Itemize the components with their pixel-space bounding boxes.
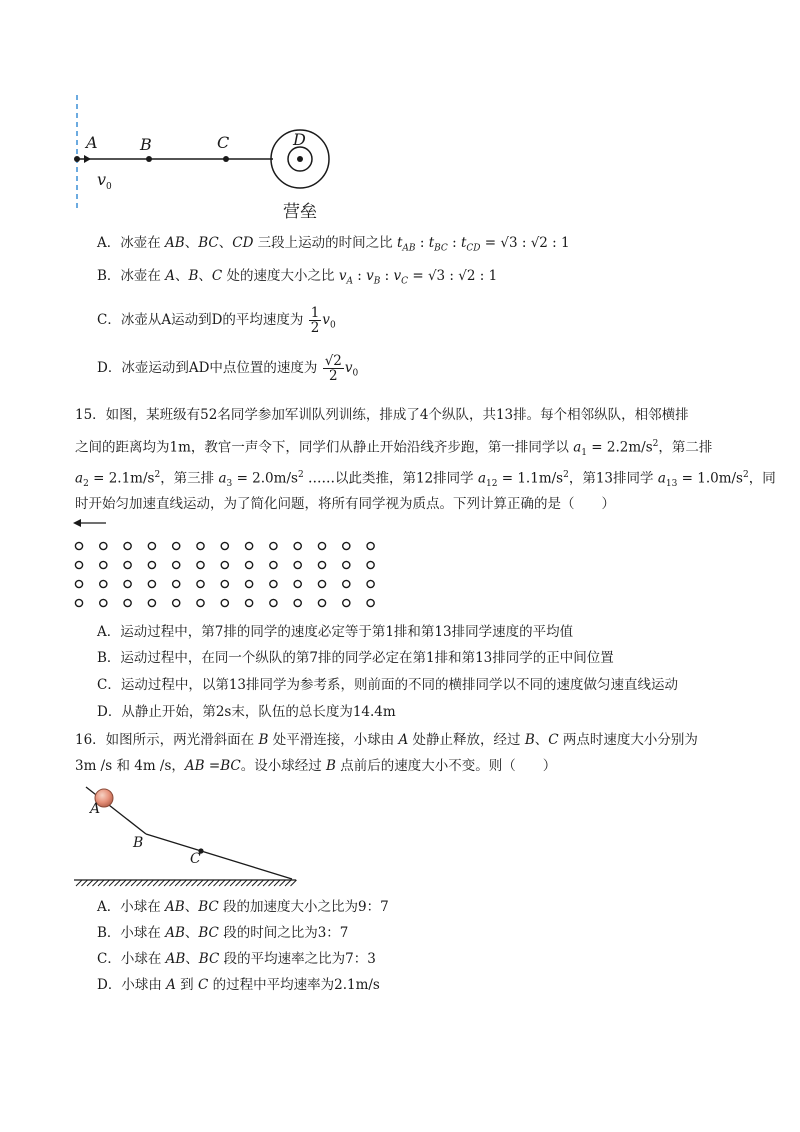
- student-dot: [124, 580, 131, 587]
- hatch-mark: [258, 880, 264, 886]
- student-dot: [75, 580, 82, 587]
- hatch-mark: [148, 880, 154, 886]
- student-dot: [100, 561, 107, 568]
- fraction-root2-over-2: $\frac{√2}{2}$: [324, 353, 342, 384]
- point-D: [297, 156, 303, 162]
- point-A: [74, 156, 80, 162]
- hatch-mark: [197, 880, 203, 886]
- hatch-mark: [192, 880, 198, 886]
- hatch-mark: [137, 880, 143, 886]
- hatch-mark: [252, 880, 258, 886]
- student-dot: [148, 580, 155, 587]
- velocity-arrow: [84, 155, 91, 163]
- student-dot: [197, 599, 204, 606]
- student-dot: [124, 561, 131, 568]
- hatch-mark: [241, 880, 247, 886]
- slope-figure: [70, 780, 310, 890]
- q16-line-1: 16．如图所示，两光滑斜面在 B 处平滑连接，小球由 A 处静止释放，经过 B、C 两点时速度大小分别为: [75, 732, 698, 748]
- point-C: [223, 156, 229, 162]
- hatch-mark: [153, 880, 159, 886]
- student-dot: [246, 599, 253, 606]
- student-dot: [294, 542, 301, 549]
- student-dot: [100, 580, 107, 587]
- student-dot: [197, 542, 204, 549]
- q15-line-1: 15．如图，某班级有52名同学参加军训队列训练，排成了4个纵队，共13排。每个相邻纵队，相邻横排: [75, 407, 689, 423]
- q14-option-B: B．冰壶在 A、B、C 处的速度大小之比 $v_A$ : $v_B$ : $v_C = √3$ : √2 : 1: [97, 268, 498, 287]
- slope-label-A: A: [90, 801, 101, 817]
- fraction-one-half: $\frac{1}{2}$: [310, 305, 320, 336]
- label-C: C: [217, 133, 230, 152]
- student-dot: [318, 561, 325, 568]
- student-dot: [343, 542, 350, 549]
- hatch-mark: [142, 880, 148, 886]
- student-dot: [221, 561, 228, 568]
- q15-option-A: A．运动过程中，第7排的同学的速度必定等于第1排和第13排同学速度的平均值: [97, 624, 574, 640]
- hatch-mark: [82, 880, 88, 886]
- hatch-mark: [115, 880, 121, 886]
- q14-option-D: D．冰壶运动到AD中点位置的速度为 $\frac{√2}{2}$ $v_0$: [97, 353, 359, 384]
- slope-label-C: C: [190, 851, 201, 867]
- hatch-mark: [76, 880, 82, 886]
- student-dot: [343, 580, 350, 587]
- student-dot: [318, 542, 325, 549]
- hatch-mark: [109, 880, 115, 886]
- student-dot: [294, 561, 301, 568]
- hatch-mark: [87, 880, 93, 886]
- student-dot: [124, 542, 131, 549]
- hatch-mark: [159, 880, 165, 886]
- hatch-mark: [225, 880, 231, 886]
- q15-option-C: C．运动过程中，以第13排同学为参考系，则前面的不同的横排同学以不同的速度做匀速直线运动: [97, 677, 679, 693]
- q16-option-A: A．小球在 AB、BC 段的加速度大小之比为9：7: [97, 899, 389, 915]
- hatch-mark: [280, 880, 286, 886]
- student-dot: [75, 542, 82, 549]
- student-dot: [343, 561, 350, 568]
- slope-BC: [146, 834, 292, 879]
- hatch-mark: [93, 880, 99, 886]
- student-dot: [270, 580, 277, 587]
- hatch-mark: [236, 880, 242, 886]
- student-dot: [221, 542, 228, 549]
- hatch-mark: [186, 880, 192, 886]
- student-dot: [197, 580, 204, 587]
- q15-line-2: 之间的距离均为1m，教官一声令下，同学们从静止开始沿线齐步跑，第一排同学以 $a_1 = 2.2m/s^2$，第二排: [75, 439, 713, 459]
- hatch-mark: [181, 880, 187, 886]
- q16-option-B: B．小球在 AB、BC 段的时间之比为3：7: [97, 925, 349, 941]
- formation-figure: [70, 512, 390, 612]
- hatch-mark: [269, 880, 275, 886]
- student-dot: [318, 599, 325, 606]
- student-dot: [75, 599, 82, 606]
- student-dot: [270, 542, 277, 549]
- student-dot: [246, 561, 253, 568]
- ground-hatch: [76, 880, 297, 886]
- student-dot: [367, 561, 374, 568]
- hatch-mark: [219, 880, 225, 886]
- student-dot: [367, 580, 374, 587]
- student-dot: [173, 599, 180, 606]
- student-dot: [75, 561, 82, 568]
- hatch-mark: [175, 880, 181, 886]
- hatch-mark: [263, 880, 269, 886]
- student-dot: [294, 580, 301, 587]
- hatch-mark: [230, 880, 236, 886]
- hatch-mark: [170, 880, 176, 886]
- student-dot: [343, 599, 350, 606]
- student-dot: [221, 599, 228, 606]
- hatch-mark: [126, 880, 132, 886]
- label-D: D: [293, 130, 306, 149]
- hatch-mark: [98, 880, 104, 886]
- hatch-mark: [247, 880, 253, 886]
- student-dot: [100, 542, 107, 549]
- student-dot: [100, 599, 107, 606]
- point-B: [146, 156, 152, 162]
- student-dot: [367, 542, 374, 549]
- hatch-mark: [203, 880, 209, 886]
- q14-option-A: A．冰壶在 AB、BC、CD 三段上运动的时间之比 $t_{AB}$ : $t_{BC}$ : $t_{CD} = √3$ : √2 : 1: [97, 235, 570, 254]
- hatch-mark: [104, 880, 110, 886]
- hatch-mark: [285, 880, 291, 886]
- student-dot: [173, 580, 180, 587]
- student-dot: [173, 561, 180, 568]
- student-dot: [148, 542, 155, 549]
- label-v0: $v_0$: [97, 170, 112, 193]
- q16-option-C: C．小球在 AB、BC 段的平均速率之比为7：3: [97, 951, 376, 967]
- label-B: B: [140, 135, 152, 154]
- label-A: A: [86, 133, 98, 152]
- hatch-mark: [131, 880, 137, 886]
- hatch-mark: [274, 880, 280, 886]
- q16-line-2: 3m /s 和 4m /s，AB =BC。设小球经过 B 点前后的速度大小不变。则（ ）: [75, 758, 557, 774]
- hatch-mark: [214, 880, 220, 886]
- q16-option-D: D．小球由 A 到 C 的过程中平均速率为2.1m/s: [97, 977, 380, 993]
- student-dot: [294, 599, 301, 606]
- student-dot: [367, 599, 374, 606]
- student-dot: [197, 561, 204, 568]
- hatch-mark: [164, 880, 170, 886]
- hatch-mark: [120, 880, 126, 886]
- q15-line-3: $a_2 = 2.1m/s^2$，第三排 $a_3 = 2.0m/s^2$ ……以此类推，第12排同学 $a_{12} = 1.1m/s^2$，第13排同学 $a_{13} = 1.0m/s^2$，同: [75, 470, 776, 490]
- student-dot: [124, 599, 131, 606]
- student-dot: [246, 542, 253, 549]
- student-dot: [246, 580, 253, 587]
- target-label: 营垒: [283, 202, 317, 222]
- direction-arrow-head: [73, 519, 81, 527]
- student-dot: [270, 599, 277, 606]
- q14-option-C: C．冰壶从A运动到D的平均速度为 $\frac{1}{2}$ $v_0$: [97, 305, 336, 336]
- student-dot: [270, 561, 277, 568]
- q15-line-4: 时开始匀加速直线运动，为了简化问题，将所有同学视为质点。下列计算正确的是（ ）: [75, 496, 615, 512]
- q15-option-B: B．运动过程中，在同一个纵队的第7排的同学必定在第1排和第13排同学的正中间位置: [97, 650, 614, 666]
- student-dot: [148, 561, 155, 568]
- student-dot: [221, 580, 228, 587]
- hatch-mark: [208, 880, 214, 886]
- student-dot: [148, 599, 155, 606]
- student-dot: [318, 580, 325, 587]
- q15-option-D: D．从静止开始，第2s末，队伍的总长度为14.4m: [97, 704, 396, 720]
- hatch-mark: [291, 880, 297, 886]
- slope-label-B: B: [133, 835, 144, 851]
- student-dot: [173, 542, 180, 549]
